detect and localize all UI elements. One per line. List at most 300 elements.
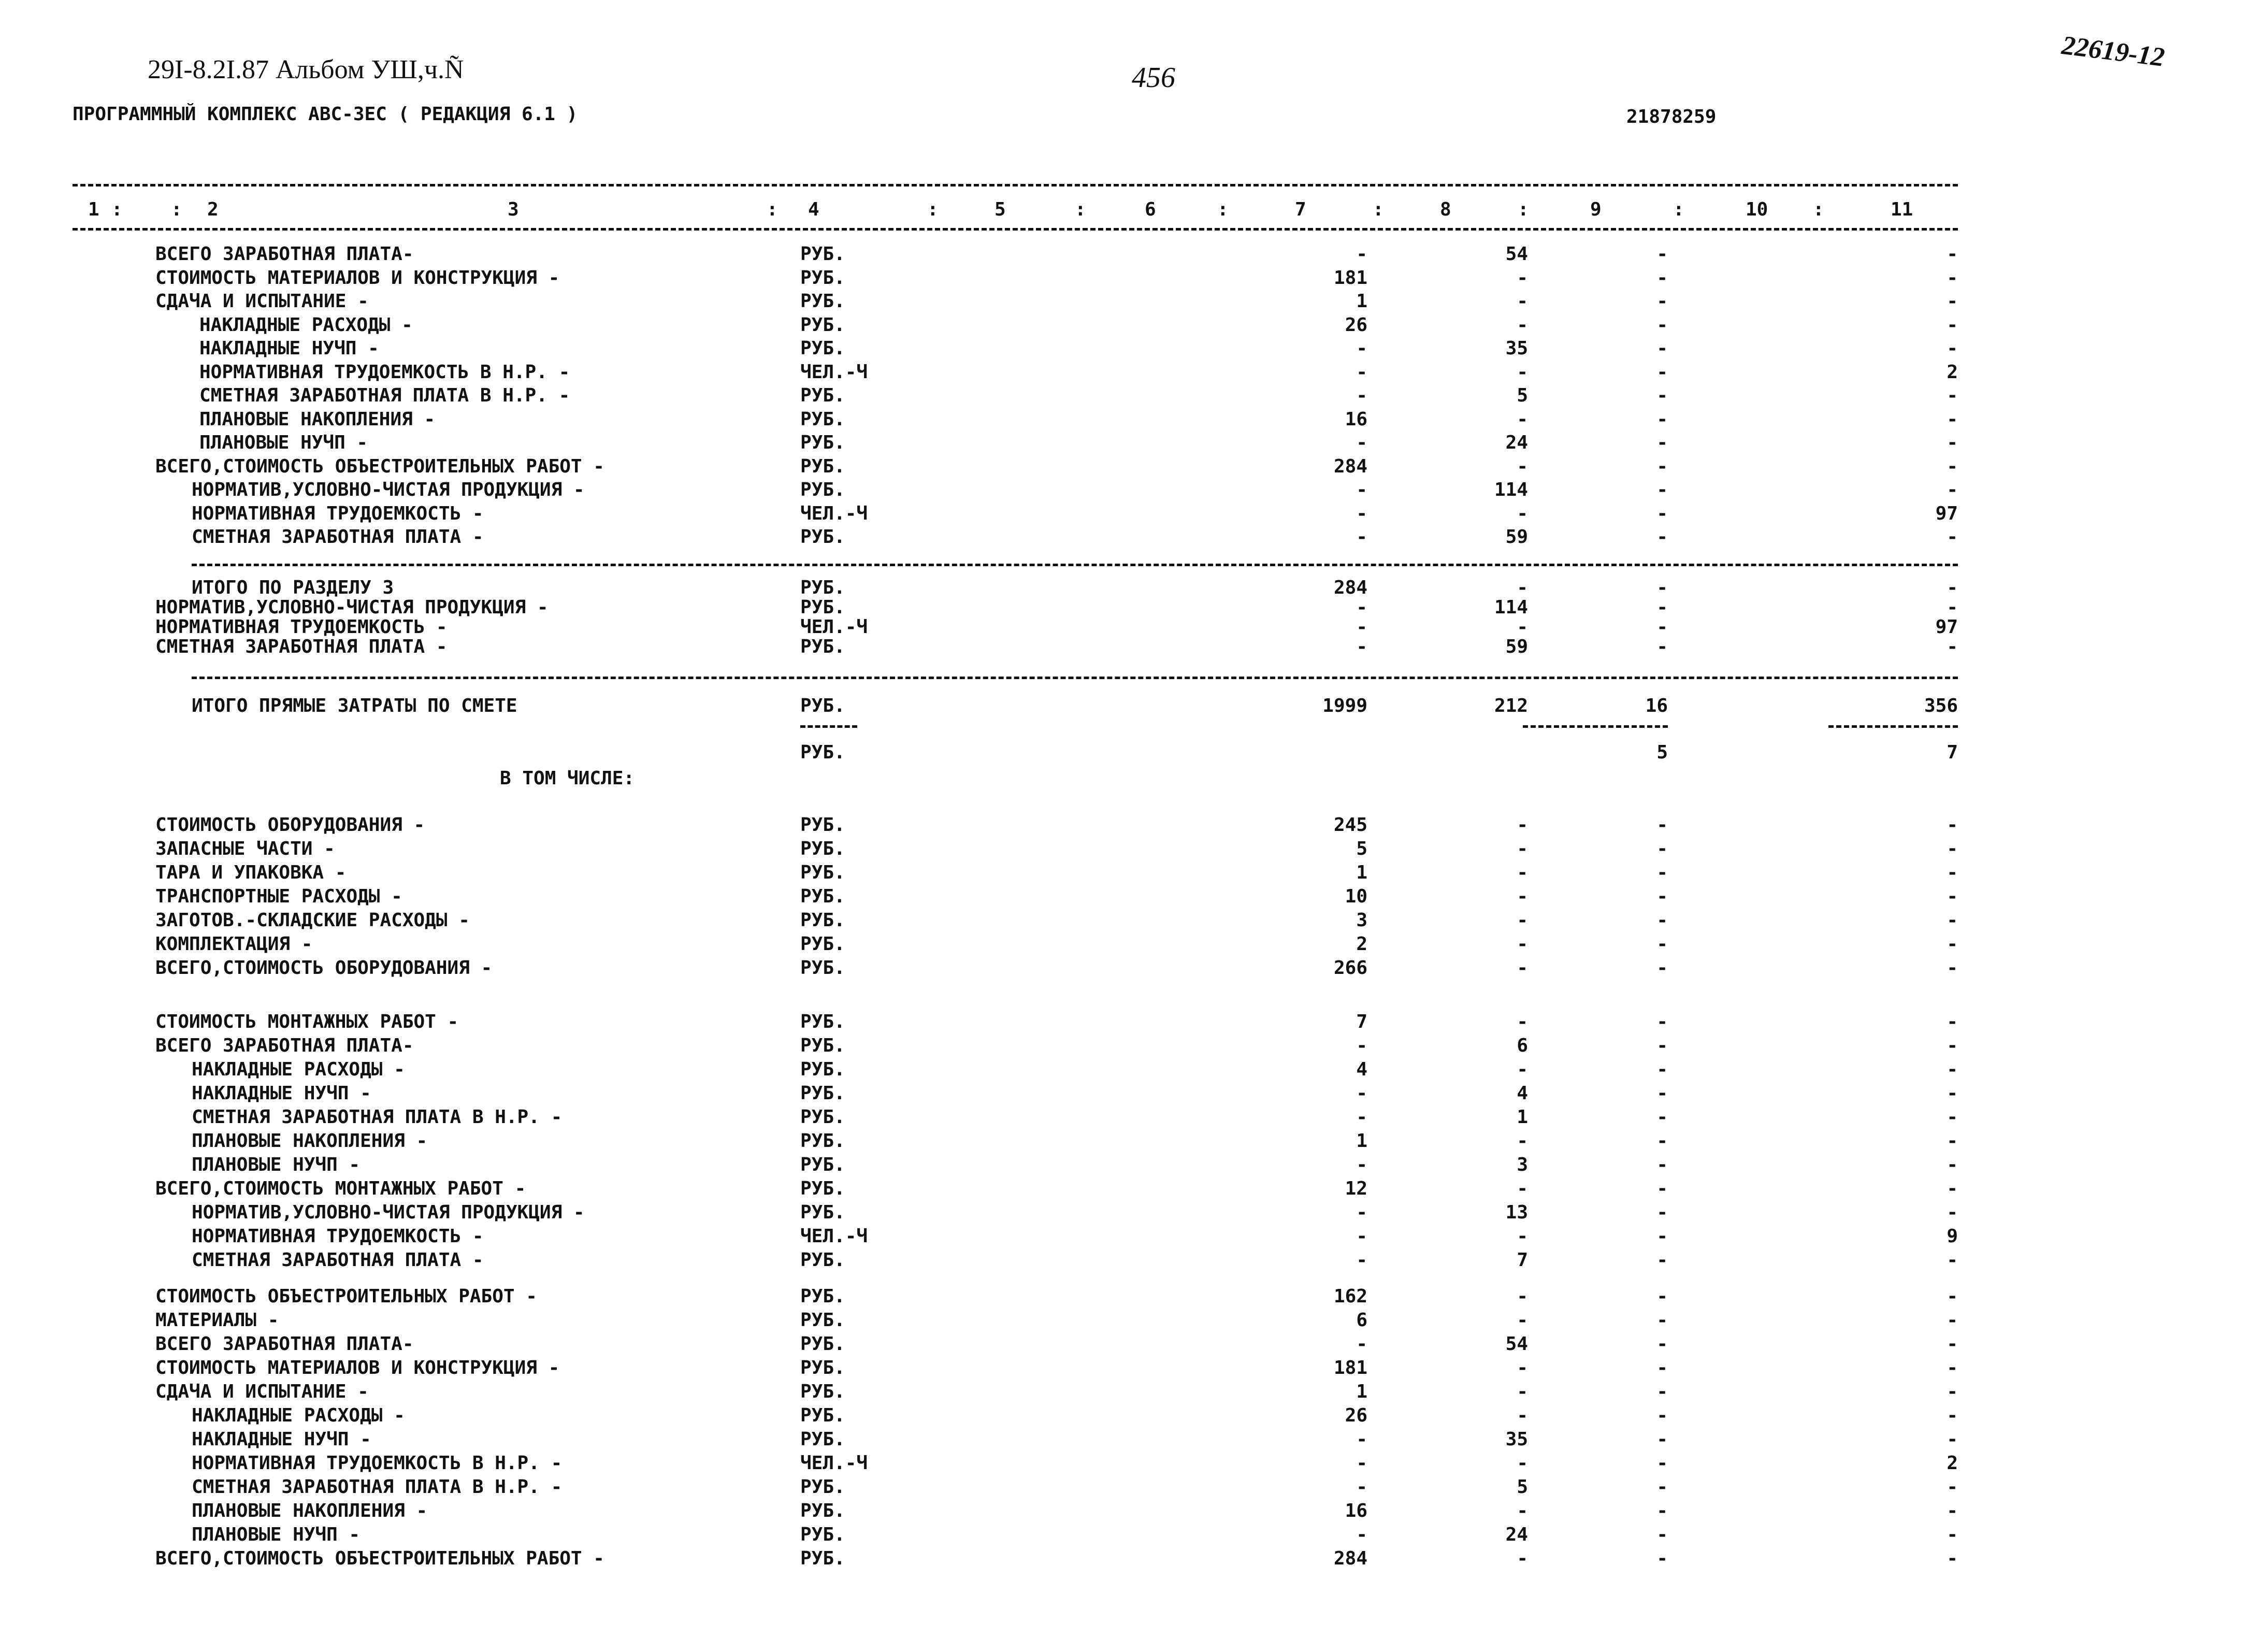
row-label: ИТОГО ПО РАЗДЕЛУ 3 <box>192 577 394 598</box>
col7-value: 6 <box>1356 1310 1367 1331</box>
col11-value: - <box>1947 479 1958 500</box>
col9-value: - <box>1656 1548 1668 1569</box>
col9-value: - <box>1656 1107 1668 1128</box>
col8-value: - <box>1517 1381 1528 1402</box>
table-row <box>0 1082 2263 1105</box>
col11-value: 2 <box>1947 1453 1958 1474</box>
row-label: СМЕТНАЯ ЗАРАБОТНАЯ ПЛАТА - <box>155 636 448 657</box>
col11-value: - <box>1947 1178 1958 1199</box>
col7-value: 1 <box>1356 291 1367 312</box>
table-row <box>0 885 2263 909</box>
table-row <box>0 1248 2263 1272</box>
row-unit: РУБ. <box>800 455 845 477</box>
column-header-7: 7 <box>1295 199 1306 220</box>
col11-value: - <box>1947 1202 1958 1223</box>
col11-value: - <box>1947 933 1958 955</box>
table-row <box>0 455 2263 479</box>
col9-value: - <box>1656 291 1668 312</box>
col9-value: - <box>1656 838 1668 859</box>
col11-value: - <box>1947 577 1958 598</box>
col11-value: - <box>1947 636 1958 657</box>
col8-value: 59 <box>1505 526 1528 548</box>
col9-value: - <box>1656 361 1668 383</box>
col8-value: - <box>1517 862 1528 883</box>
col7-value: - <box>1356 616 1367 638</box>
row-unit: РУБ. <box>800 1405 845 1426</box>
column-separator: : <box>767 199 778 220</box>
col8-value: - <box>1517 455 1528 477</box>
row-unit: РУБ. <box>800 1130 845 1152</box>
table-row <box>0 932 2263 956</box>
row-label: ПЛАНОВЫЕ НУЧП - <box>192 1524 361 1545</box>
row-label: НАКЛАДНЫЕ НУЧП - <box>192 1083 371 1104</box>
col9-value: - <box>1656 1357 1668 1378</box>
col11-value: - <box>1947 408 1958 430</box>
col11-value: - <box>1947 338 1958 359</box>
table-row <box>0 242 2263 266</box>
col7-value: - <box>1356 1083 1367 1104</box>
table-row <box>0 313 2263 337</box>
col7-value: - <box>1356 1476 1367 1498</box>
col8-value: 54 <box>1505 243 1528 265</box>
column-separator: : <box>1373 199 1384 220</box>
col8-value: 24 <box>1505 1524 1528 1545</box>
col8-value: 6 <box>1517 1035 1528 1056</box>
col9-value: - <box>1656 1500 1668 1521</box>
col11-value: 97 <box>1935 502 1958 524</box>
col9-value: - <box>1656 577 1668 598</box>
row-label: НОРМАТИВ,УСЛОВНО-ЧИСТАЯ ПРОДУКЦИЯ - <box>192 1202 585 1223</box>
row-unit: РУБ. <box>800 1249 845 1271</box>
col7-value: - <box>1356 479 1367 500</box>
col8-value: - <box>1517 933 1528 955</box>
table-row <box>0 694 2263 718</box>
row-unit: РУБ. <box>800 408 845 430</box>
col11-value: - <box>1947 455 1958 477</box>
col7-value: 1 <box>1356 862 1367 883</box>
col11-value: - <box>1947 314 1958 336</box>
column-separator: : <box>171 199 182 220</box>
col8-value: - <box>1517 1548 1528 1569</box>
table-row <box>0 1105 2263 1129</box>
col9-value: - <box>1656 1381 1668 1402</box>
col8-value: 35 <box>1505 338 1528 359</box>
col9-value: - <box>1656 385 1668 406</box>
col9-value: 5 <box>1656 742 1668 763</box>
col8-value: - <box>1517 910 1528 931</box>
col7-value: - <box>1356 1429 1367 1450</box>
row-unit: РУБ. <box>800 1429 845 1450</box>
col8-value: - <box>1517 957 1528 979</box>
row-unit: РУБ. <box>800 814 845 836</box>
table-row <box>0 1523 2263 1547</box>
row-unit: РУБ. <box>800 695 845 716</box>
col9-value: - <box>1656 502 1668 524</box>
column-separator: : <box>1075 199 1086 220</box>
col7-value: 5 <box>1356 838 1367 859</box>
table-row <box>0 1356 2263 1380</box>
col9-value: - <box>1656 1154 1668 1175</box>
col8-value: - <box>1517 291 1528 312</box>
row-label: ИТОГО ПРЯМЫЕ ЗАТРАТЫ ПО СМЕТЕ <box>192 695 517 716</box>
row-unit: РУБ. <box>800 1524 845 1545</box>
col9-value: - <box>1656 1453 1668 1474</box>
col8-value: - <box>1517 577 1528 598</box>
col11-value: - <box>1947 1249 1958 1271</box>
col7-value: 284 <box>1333 1548 1367 1569</box>
section-rule-1 <box>192 564 1958 566</box>
handwritten-document-code: 22619-12 <box>2060 31 2167 73</box>
document-number: 21878259 <box>1626 106 1717 127</box>
row-label: ЗАПАСНЫЕ ЧАСТИ - <box>155 838 335 859</box>
row-unit: РУБ. <box>800 1107 845 1128</box>
col11-value: - <box>1947 1310 1958 1331</box>
col9-value: - <box>1656 886 1668 907</box>
column-header-rule <box>73 228 1958 231</box>
table-row <box>0 1201 2263 1225</box>
col9-value: - <box>1656 408 1668 430</box>
row-unit: РУБ. <box>800 1381 845 1402</box>
col7-value: - <box>1356 597 1367 618</box>
col11-value: - <box>1947 862 1958 883</box>
program-title: ПРОГРАММНЫЙ КОМПЛЕКС АВС-3ЕС ( РЕДАКЦИЯ 6.1 ) <box>73 104 578 125</box>
col8-value: - <box>1517 1130 1528 1152</box>
row-label: СДАЧА И ИСПЫТАНИЕ - <box>155 1381 369 1402</box>
column-header-10: 10 <box>1746 199 1768 220</box>
col9-value: - <box>1656 1249 1668 1271</box>
col8-value: 7 <box>1517 1249 1528 1271</box>
col11-value: - <box>1947 597 1958 618</box>
col8-value: - <box>1517 1357 1528 1378</box>
col8-value: 1 <box>1517 1107 1528 1128</box>
row-label: НАКЛАДНЫЕ НУЧП - <box>199 338 379 359</box>
row-unit: РУБ. <box>800 886 845 907</box>
col8-value: - <box>1517 838 1528 859</box>
row-label: В ТОМ ЧИСЛЕ: <box>500 768 635 789</box>
row-unit: РУБ. <box>800 1476 845 1498</box>
col11-value: - <box>1947 838 1958 859</box>
row-unit: РУБ. <box>800 910 845 931</box>
col11-value: - <box>1947 267 1958 289</box>
row-unit: РУБ. <box>800 933 845 955</box>
col7-value: 7 <box>1356 1011 1367 1032</box>
row-label: НОРМАТИВНАЯ ТРУДОЕМКОСТЬ - <box>192 1226 484 1247</box>
col11-value: - <box>1947 1107 1958 1128</box>
col9-value: - <box>1656 1202 1668 1223</box>
col8-value: 59 <box>1505 636 1528 657</box>
table-row <box>0 1380 2263 1404</box>
col8-value: - <box>1517 616 1528 638</box>
row-label: СМЕТНАЯ ЗАРАБОТНАЯ ПЛАТА - <box>192 1249 484 1271</box>
col7-value: 16 <box>1345 408 1367 430</box>
row-label: КОМПЛЕКТАЦИЯ - <box>155 933 313 955</box>
col7-value: 3 <box>1356 910 1367 931</box>
row-label: ПЛАНОВЫЕ НАКОПЛЕНИЯ - <box>192 1130 428 1152</box>
col7-value: 1 <box>1356 1381 1367 1402</box>
row-unit: РУБ. <box>800 1154 845 1175</box>
col11-value: - <box>1947 1130 1958 1152</box>
col11-value: - <box>1947 1035 1958 1056</box>
row-unit: ЧЕЛ.-Ч <box>800 1226 868 1247</box>
col11-value: - <box>1947 1083 1958 1104</box>
column-header-11: 11 <box>1891 199 1913 220</box>
table-row <box>0 837 2263 861</box>
row-unit: РУБ. <box>800 1357 845 1378</box>
row-unit: РУБ. <box>800 597 845 618</box>
row-unit: РУБ. <box>800 267 845 289</box>
col8-value: 5 <box>1517 1476 1528 1498</box>
col11-value: - <box>1947 886 1958 907</box>
col7-value: - <box>1356 361 1367 383</box>
table-row <box>0 1309 2263 1332</box>
row-label: НАКЛАДНЫЕ НУЧП - <box>192 1429 371 1450</box>
row-unit: РУБ. <box>800 1548 845 1569</box>
col11-value: - <box>1947 1333 1958 1355</box>
row-label: СТОИМОСТЬ МОНТАЖНЫХ РАБОТ - <box>155 1011 459 1032</box>
col9-value: - <box>1656 910 1668 931</box>
col8-value: - <box>1517 1226 1528 1247</box>
col11-value: 7 <box>1947 742 1958 763</box>
col11-value: - <box>1947 432 1958 453</box>
col8-value: 3 <box>1517 1154 1528 1175</box>
row-label: ВСЕГО ЗАРАБОТНАЯ ПЛАТА- <box>155 1333 414 1355</box>
row-unit: РУБ. <box>800 1178 845 1199</box>
col9-value: - <box>1656 432 1668 453</box>
row-label: ЗАГОТОВ.-СКЛАДСКИЕ РАСХОДЫ - <box>155 910 470 931</box>
row-unit: РУБ. <box>800 385 845 406</box>
column-separator: : <box>1518 199 1529 220</box>
col11-value: 356 <box>1924 695 1958 716</box>
row-unit: РУБ. <box>800 1202 845 1223</box>
row-label: НОРМАТИВНАЯ ТРУДОЕМКОСТЬ В Н.Р. - <box>199 361 570 383</box>
row-label: НАКЛАДНЫЕ РАСХОДЫ - <box>199 314 413 336</box>
table-row <box>0 408 2263 432</box>
col7-value: 26 <box>1345 1405 1367 1426</box>
row-unit: РУБ. <box>800 957 845 979</box>
row-label: СТОИМОСТЬ ОБЪЕСТРОИТЕЛЬНЫХ РАБОТ - <box>155 1286 537 1307</box>
row-unit: РУБ. <box>800 1035 845 1056</box>
column-separator: : <box>927 199 939 220</box>
col9-value: - <box>1656 1405 1668 1426</box>
table-row <box>0 1010 2263 1034</box>
row-unit: РУБ. <box>800 243 845 265</box>
col11-value: - <box>1947 243 1958 265</box>
column-header-4: 4 <box>808 199 819 220</box>
table-row <box>0 1225 2263 1248</box>
col9-value: - <box>1656 1011 1668 1032</box>
col11-value: - <box>1947 1524 1958 1545</box>
column-separator: : <box>1673 199 1684 220</box>
row-label: НОРМАТИВНАЯ ТРУДОЕМКОСТЬ - <box>192 502 484 524</box>
col7-value: 12 <box>1345 1178 1367 1199</box>
album-reference: 29I-8.2I.87 Альбом УШ,ч.Ñ <box>148 55 464 84</box>
table-row <box>0 337 2263 361</box>
col9-value: - <box>1656 862 1668 883</box>
col9-value: - <box>1656 455 1668 477</box>
col9-value: - <box>1656 616 1668 638</box>
row-label: МАТЕРИАЛЫ - <box>155 1310 279 1331</box>
row-unit: РУБ. <box>800 526 845 548</box>
col9-value: - <box>1656 1059 1668 1080</box>
col11-value: - <box>1947 1476 1958 1498</box>
table-row <box>0 741 2263 765</box>
column-separator: : <box>111 199 123 220</box>
col9-value: 16 <box>1645 695 1668 716</box>
col8-value: - <box>1517 361 1528 383</box>
col9-value: - <box>1656 338 1668 359</box>
table-row <box>0 1475 2263 1499</box>
section-rule-2 <box>192 677 1958 679</box>
row-unit: РУБ. <box>800 1083 845 1104</box>
col9-value: - <box>1656 1429 1668 1450</box>
col9-value: - <box>1656 1333 1668 1355</box>
col11-value: - <box>1947 1154 1958 1175</box>
col7-value: 26 <box>1345 314 1367 336</box>
row-label: НОРМАТИВ,УСЛОВНО-ЧИСТАЯ ПРОДУКЦИЯ - <box>192 479 585 500</box>
col7-value: - <box>1356 1249 1367 1271</box>
col7-value: - <box>1356 1333 1367 1355</box>
col8-value: - <box>1517 814 1528 836</box>
col8-value: - <box>1517 314 1528 336</box>
col7-value: 4 <box>1356 1059 1367 1080</box>
row-unit: РУБ. <box>800 1333 845 1355</box>
col7-value: 1 <box>1356 1130 1367 1152</box>
col8-value: - <box>1517 886 1528 907</box>
row-unit: ЧЕЛ.-Ч <box>800 361 868 383</box>
row-unit: РУБ. <box>800 838 845 859</box>
column-header-8: 8 <box>1440 199 1451 220</box>
col7-value: - <box>1356 432 1367 453</box>
col8-value: 24 <box>1505 432 1528 453</box>
table-row <box>0 502 2263 526</box>
col11-value: - <box>1947 1011 1958 1032</box>
row-label: СТОИМОСТЬ МАТЕРИАЛОВ И КОНСТРУКЦИЯ - <box>155 1357 560 1378</box>
col11-value: - <box>1947 1405 1958 1426</box>
table-row <box>0 1153 2263 1177</box>
row-label: СМЕТНАЯ ЗАРАБОТНАЯ ПЛАТА В Н.Р. - <box>199 385 570 406</box>
col8-value: - <box>1517 1405 1528 1426</box>
table-row <box>0 635 2263 659</box>
row-unit: ЧЕЛ.-Ч <box>800 1453 868 1474</box>
col11-value: - <box>1947 957 1958 979</box>
table-row <box>0 1428 2263 1452</box>
table-row <box>0 1404 2263 1428</box>
table-row <box>0 861 2263 885</box>
col9-value: - <box>1656 957 1668 979</box>
col9-value: - <box>1656 314 1668 336</box>
row-unit: ЧЕЛ.-Ч <box>800 616 868 638</box>
col9-value: - <box>1656 479 1668 500</box>
table-row <box>0 909 2263 932</box>
row-label: ВСЕГО,СТОИМОСТЬ ОБЪЕСТРОИТЕЛЬНЫХ РАБОТ - <box>155 455 604 477</box>
col8-value: - <box>1517 1453 1528 1474</box>
table-row <box>0 1452 2263 1475</box>
row-unit: РУБ. <box>800 338 845 359</box>
col11-value: - <box>1947 1381 1958 1402</box>
col7-value: 266 <box>1333 957 1367 979</box>
col7-value: 10 <box>1345 886 1367 907</box>
col11-subtotal-rule <box>1828 725 1958 728</box>
row-unit: РУБ. <box>800 1500 845 1521</box>
col9-value: - <box>1656 636 1668 657</box>
col9-value: - <box>1656 1226 1668 1247</box>
row-label: НАКЛАДНЫЕ РАСХОДЫ - <box>192 1059 405 1080</box>
col8-value: - <box>1517 1500 1528 1521</box>
row-unit: РУБ. <box>800 314 845 336</box>
col7-value: - <box>1356 243 1367 265</box>
col9-value: - <box>1656 1476 1668 1498</box>
col11-value: 9 <box>1947 1226 1958 1247</box>
col11-value: - <box>1947 1286 1958 1307</box>
col11-value: - <box>1947 814 1958 836</box>
row-label: ВСЕГО,СТОИМОСТЬ ОБОРУДОВАНИЯ - <box>155 957 493 979</box>
col9-value: - <box>1656 526 1668 548</box>
row-label: НОРМАТИВНАЯ ТРУДОЕМКОСТЬ - <box>155 616 448 638</box>
col11-value: - <box>1947 291 1958 312</box>
row-unit: ЧЕЛ.-Ч <box>800 502 868 524</box>
col9-value: - <box>1656 1083 1668 1104</box>
col8-value: 4 <box>1517 1083 1528 1104</box>
col7-value: - <box>1356 1226 1367 1247</box>
col8-value: - <box>1517 408 1528 430</box>
table-row <box>0 1177 2263 1201</box>
col7-value: 1999 <box>1322 695 1367 716</box>
row-label: ТРАНСПОРТНЫЕ РАСХОДЫ - <box>155 886 402 907</box>
table-row <box>0 431 2263 455</box>
table-row <box>0 1058 2263 1082</box>
col7-value: - <box>1356 1035 1367 1056</box>
column-separator: : <box>1813 199 1824 220</box>
col7-value: - <box>1356 338 1367 359</box>
row-unit: РУБ. <box>800 636 845 657</box>
col11-value: 97 <box>1935 616 1958 638</box>
col8-value: 114 <box>1494 479 1528 500</box>
unit-subtotal-rule <box>800 725 857 728</box>
col9-value: - <box>1656 1310 1668 1331</box>
row-label: СТОИМОСТЬ ОБОРУДОВАНИЯ - <box>155 814 425 836</box>
table-row <box>0 1034 2263 1058</box>
table-row <box>0 1285 2263 1309</box>
table-row <box>0 813 2263 837</box>
col7-value: - <box>1356 1202 1367 1223</box>
col11-value: - <box>1947 1548 1958 1569</box>
col8-value: - <box>1517 1310 1528 1331</box>
table-row <box>0 266 2263 290</box>
col7-value: - <box>1356 636 1367 657</box>
col9-value: - <box>1656 1286 1668 1307</box>
col9-value: - <box>1656 243 1668 265</box>
col7-value: 162 <box>1333 1286 1367 1307</box>
col8-value: 5 <box>1517 385 1528 406</box>
table-row <box>0 361 2263 384</box>
page-number: 456 <box>1132 62 1175 94</box>
col7-value: 181 <box>1333 267 1367 289</box>
col8-value: - <box>1517 1059 1528 1080</box>
col9-value: - <box>1656 814 1668 836</box>
row-unit: РУБ. <box>800 479 845 500</box>
col9-value: - <box>1656 1130 1668 1152</box>
row-label: ПЛАНОВЫЕ НУЧП - <box>192 1154 361 1175</box>
col7-value: - <box>1356 1107 1367 1128</box>
row-label: НОРМАТИВНАЯ ТРУДОЕМКОСТЬ В Н.Р. - <box>192 1453 563 1474</box>
col11-value: - <box>1947 526 1958 548</box>
row-unit: РУБ. <box>800 1011 845 1032</box>
col9-value: - <box>1656 933 1668 955</box>
col7-value: - <box>1356 1524 1367 1545</box>
table-row <box>0 525 2263 549</box>
col11-value: - <box>1947 910 1958 931</box>
col7-value: - <box>1356 1154 1367 1175</box>
